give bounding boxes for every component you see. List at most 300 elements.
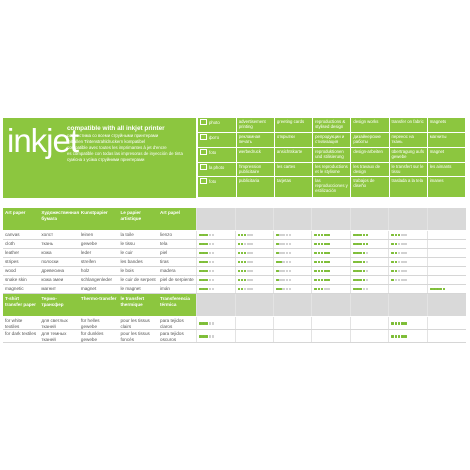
- rating-cell: [350, 285, 388, 294]
- rating-dot: [286, 252, 289, 255]
- usage-label: las reproducciones y estilización: [315, 178, 348, 194]
- section-header-cell: T-shirt transfer paper: [3, 294, 39, 317]
- rating-cell: [273, 249, 311, 258]
- usage-header-cell: [351, 132, 389, 147]
- rating-cell: [427, 231, 466, 240]
- rating-dot: [282, 243, 285, 246]
- usage-label: foto: [209, 179, 217, 185]
- rating-dots: [238, 268, 254, 273]
- rating-cell: [197, 317, 235, 330]
- rating-cell: [273, 285, 311, 294]
- section-header-cell: Художественная бумага: [39, 208, 79, 231]
- material-cell: piel de serpiente: [158, 276, 196, 285]
- rating-dot: [359, 279, 362, 282]
- rating-dot: [289, 288, 292, 291]
- usage-header-cell: [198, 162, 236, 177]
- rating-cell: [389, 317, 427, 330]
- rating-cell: [350, 249, 388, 258]
- rating-dot: [205, 234, 208, 237]
- rating-cell: [350, 240, 388, 249]
- material-cell: le cuir de serpent: [118, 276, 158, 285]
- material-cell: les bandes: [118, 258, 158, 267]
- rating-dot: [289, 270, 292, 273]
- rating-dot: [404, 243, 407, 246]
- rating-cell: [197, 267, 235, 276]
- rating-dot: [318, 243, 321, 246]
- material-cell: leder: [79, 249, 119, 258]
- rating-dot: [391, 243, 394, 246]
- rating-dot: [209, 234, 212, 237]
- section-header-blank: [312, 208, 350, 231]
- rating-dots: [276, 250, 292, 255]
- material-cell: le magnet: [118, 285, 158, 294]
- rating-dot: [286, 234, 289, 237]
- usage-label: design works: [353, 119, 379, 124]
- usage-header-cell: [389, 118, 427, 132]
- material-cell: tela: [158, 240, 196, 249]
- rating-dot: [238, 234, 241, 237]
- rating-dot: [395, 270, 398, 273]
- rating-cell: [273, 240, 311, 249]
- rating-cell: [197, 240, 235, 249]
- rating-cell: [389, 258, 427, 267]
- rating-dot: [314, 261, 317, 264]
- rating-dots: [314, 250, 330, 255]
- rating-dots: [199, 241, 215, 246]
- rating-dot: [209, 261, 212, 264]
- section-header-cell: le transfert thermique: [118, 294, 158, 317]
- compatibility-line: compatible avec toutes les imprimantes à jet d'encre: [67, 145, 167, 150]
- material-cell: древесина: [39, 267, 79, 276]
- rating-cell: [197, 258, 235, 267]
- inkjet-logo: inkjet: [7, 122, 79, 159]
- rating-dot: [391, 270, 394, 273]
- rating-dot: [366, 252, 369, 255]
- rating-dot: [318, 270, 321, 273]
- usage-header-cell: [389, 177, 427, 198]
- table-row: [3, 276, 466, 285]
- usage-label: дизайнерские работы: [353, 133, 381, 144]
- usage-label: advertisement printing: [238, 119, 266, 129]
- material-cell: для темных тканей: [39, 330, 79, 343]
- rating-cell: [235, 285, 273, 294]
- rating-dot: [212, 335, 215, 338]
- section-header-blank: [350, 208, 388, 231]
- rating-cell: [427, 258, 466, 267]
- rating-dot: [209, 243, 212, 246]
- rating-dot: [250, 243, 253, 246]
- rating-dot: [289, 261, 292, 264]
- material-cell: le tissu: [118, 240, 158, 249]
- rating-dot: [241, 243, 244, 246]
- usage-header-cell: [198, 147, 236, 162]
- rating-dot: [286, 261, 289, 264]
- usage-label: magnets: [429, 119, 447, 124]
- rating-dots: [238, 286, 254, 291]
- rating-cell: [312, 240, 350, 249]
- rating-dot: [395, 335, 398, 338]
- rating-cell: [235, 240, 273, 249]
- rating-cell: [197, 330, 235, 343]
- rating-cell: [427, 267, 466, 276]
- rating-cell: [312, 330, 350, 343]
- rating-cell: [389, 267, 427, 276]
- rating-dot: [241, 270, 244, 273]
- rating-dots: [391, 321, 407, 326]
- photo-icon: [200, 134, 207, 140]
- rating-dot: [395, 252, 398, 255]
- rating-dot: [238, 243, 241, 246]
- rating-dot: [359, 261, 362, 264]
- rating-dot: [391, 279, 394, 282]
- rating-dot: [238, 270, 241, 273]
- usage-header-cell: [198, 177, 236, 198]
- rating-dots: [238, 277, 254, 282]
- rating-dot: [209, 322, 212, 325]
- section-header-cell: Le papier artistique: [118, 208, 158, 231]
- material-cell: lienzo: [158, 231, 196, 240]
- rating-dot: [366, 270, 369, 273]
- rating-dot: [205, 243, 208, 246]
- material-cell: imán: [158, 285, 196, 294]
- usage-label: ansichtskarte: [276, 148, 303, 154]
- rating-cell: [427, 285, 466, 294]
- photo-icon: [200, 164, 207, 170]
- usage-label: foto: [209, 149, 217, 155]
- rating-dots: [353, 250, 369, 255]
- usage-header-cell: [313, 147, 351, 162]
- section-header-blank: [350, 294, 388, 317]
- rating-cell: [389, 276, 427, 285]
- usage-header-cell: [236, 118, 274, 132]
- rating-dot: [212, 243, 215, 246]
- rating-dot: [212, 270, 215, 273]
- rating-dot: [282, 261, 285, 264]
- rating-cell: [427, 276, 466, 285]
- rating-dot: [391, 335, 394, 338]
- compatibility-line: сумісна з усіма струйними принтерами: [67, 157, 145, 162]
- usage-label: les reproductions et le stylisme: [315, 163, 348, 174]
- rating-dots: [314, 277, 330, 282]
- rating-dot: [314, 279, 317, 282]
- rating-dot: [205, 322, 208, 325]
- usage-header-cell: [274, 132, 312, 147]
- rating-dots: [353, 241, 369, 246]
- rating-dot: [327, 261, 330, 264]
- rating-dot: [289, 279, 292, 282]
- rating-cell: [350, 258, 388, 267]
- rating-dots: [199, 321, 215, 326]
- rating-dot: [327, 234, 330, 237]
- section-header-cell: Art papel: [158, 208, 196, 231]
- material-cell: le cuir: [118, 249, 158, 258]
- rating-dot: [250, 279, 253, 282]
- rating-dot: [318, 279, 321, 282]
- rating-dot: [282, 279, 285, 282]
- usage-label: imanes: [429, 178, 444, 184]
- rating-dot: [289, 243, 292, 246]
- rating-dot: [282, 270, 285, 273]
- rating-dot: [404, 252, 407, 255]
- compatibility-text: [67, 124, 195, 163]
- rating-dots: [199, 334, 215, 339]
- usage-header-cell: [236, 177, 274, 198]
- rating-cell: [312, 267, 350, 276]
- material-cell: полоски: [39, 258, 79, 267]
- usage-header-cell: [351, 177, 389, 198]
- section-header-blank: [389, 294, 427, 317]
- rating-dot: [391, 261, 394, 264]
- rating-dots: [238, 232, 254, 237]
- rating-dots: [353, 286, 369, 291]
- rating-cell: [273, 267, 311, 276]
- material-cell: magnetic: [3, 285, 39, 294]
- rating-dots: [199, 259, 215, 264]
- rating-dot: [318, 261, 321, 264]
- rating-cell: [312, 249, 350, 258]
- usage-label: les cartes: [276, 163, 296, 169]
- rating-dot: [250, 270, 253, 273]
- rating-cell: [389, 240, 427, 249]
- rating-dot: [366, 261, 369, 264]
- rating-dot: [250, 234, 253, 237]
- inkjet-banner: [3, 118, 196, 198]
- usage-header-cell: [274, 177, 312, 198]
- section-header-cell: Art paper: [3, 208, 39, 231]
- rating-dot: [404, 322, 407, 325]
- rating-dot: [314, 243, 317, 246]
- rating-dot: [238, 288, 241, 291]
- rating-dot: [395, 234, 398, 237]
- rating-dots: [314, 268, 330, 273]
- usage-label: репродукции и стилизация: [315, 133, 345, 144]
- rating-dots: [276, 268, 292, 273]
- rating-dot: [404, 335, 407, 338]
- usage-header-cell: [236, 147, 274, 162]
- rating-cell: [427, 240, 466, 249]
- rating-dot: [282, 288, 285, 291]
- rating-dot: [205, 288, 208, 291]
- rating-dot: [250, 261, 253, 264]
- rating-dot: [366, 234, 369, 237]
- usage-header-cell: [427, 162, 465, 177]
- material-cell: tiras: [158, 258, 196, 267]
- rating-dots: [391, 259, 407, 264]
- rating-dot: [404, 234, 407, 237]
- rating-dot: [241, 261, 244, 264]
- rating-dot: [205, 252, 208, 255]
- rating-cell: [312, 276, 350, 285]
- section-header-blank: [312, 294, 350, 317]
- usage-header-cell: [427, 177, 465, 198]
- rating-cell: [273, 330, 311, 343]
- rating-dot: [205, 261, 208, 264]
- rating-dot: [209, 270, 212, 273]
- usage-header-cell: [389, 162, 427, 177]
- usage-header-cell: [198, 118, 236, 132]
- rating-cell: [389, 330, 427, 343]
- section-header-blank: [273, 294, 311, 317]
- rating-dots: [353, 268, 369, 273]
- material-cell: кожа змеи: [39, 276, 79, 285]
- rating-cell: [197, 231, 235, 240]
- rating-cell: [350, 267, 388, 276]
- section-header-cell: Transferencia térmica: [158, 294, 196, 317]
- rating-dots: [391, 277, 407, 282]
- rating-cell: [350, 330, 388, 343]
- material-cell: madera: [158, 267, 196, 276]
- rating-dot: [286, 270, 289, 273]
- usage-label: рекламная печать: [238, 133, 261, 144]
- rating-dot: [286, 279, 289, 282]
- usage-header-cell: [427, 147, 465, 162]
- rating-dot: [209, 335, 212, 338]
- rating-dot: [212, 261, 215, 264]
- rating-dot: [391, 252, 394, 255]
- material-cell: schlangenleder: [79, 276, 119, 285]
- section-header-cell: Thermo-transfer: [79, 294, 119, 317]
- rating-dot: [359, 270, 362, 273]
- usage-label: magnet: [429, 148, 445, 154]
- rating-cell: [389, 231, 427, 240]
- rating-cell: [197, 285, 235, 294]
- material-cell: gewebe: [79, 240, 119, 249]
- rating-dot: [241, 252, 244, 255]
- rating-dot: [363, 261, 366, 264]
- rating-dot: [205, 270, 208, 273]
- rating-cell: [197, 249, 235, 258]
- rating-dot: [289, 234, 292, 237]
- rating-dots: [199, 277, 215, 282]
- rating-dot: [395, 322, 398, 325]
- usage-label: publicitaria: [238, 178, 260, 184]
- material-cell: кожа: [39, 249, 79, 258]
- usage-header-cell: [236, 162, 274, 177]
- rating-dot: [212, 288, 215, 291]
- rating-dot: [327, 252, 330, 255]
- rating-dot: [212, 279, 215, 282]
- rating-dots: [276, 259, 292, 264]
- rating-dots: [276, 286, 292, 291]
- rating-dots: [353, 277, 369, 282]
- usage-label: l'impression publicitaire: [238, 163, 262, 174]
- rating-dot: [209, 252, 212, 255]
- section-header-row: [3, 208, 466, 231]
- usage-column-headers: [198, 118, 466, 198]
- rating-cell: [197, 276, 235, 285]
- rating-dots: [391, 334, 407, 339]
- table-row: [3, 317, 466, 330]
- usage-header-cell: [313, 177, 351, 198]
- material-cell: le bois: [118, 267, 158, 276]
- rating-cell: [235, 258, 273, 267]
- rating-cell: [312, 317, 350, 330]
- usage-label: photo: [209, 120, 220, 125]
- usage-label: магниты: [429, 133, 447, 139]
- photo-icon: [200, 149, 207, 155]
- rating-dots: [314, 286, 330, 291]
- material-cell: leinen: [79, 231, 119, 240]
- rating-cell: [235, 330, 273, 343]
- rating-dots: [199, 268, 215, 273]
- rating-cell: [427, 330, 466, 343]
- rating-cell: [273, 258, 311, 267]
- usage-label: reproduktionen und stilisierung: [315, 148, 344, 159]
- rating-dot: [241, 279, 244, 282]
- paper-compatibility-table: [3, 208, 466, 343]
- rating-cell: [350, 276, 388, 285]
- usage-header-cell: [274, 147, 312, 162]
- usage-label: greeting cards: [276, 119, 305, 124]
- usage-label: werbedruck: [238, 148, 261, 154]
- material-cell: piel: [158, 249, 196, 258]
- rating-dot: [205, 279, 208, 282]
- rating-cell: [273, 317, 311, 330]
- rating-dot: [238, 279, 241, 282]
- usage-label: открытки: [276, 133, 295, 139]
- usage-label: les travaux de design: [353, 163, 381, 174]
- rating-dot: [212, 252, 215, 255]
- table-row: [3, 330, 466, 343]
- usage-label: tarjetas: [276, 178, 291, 184]
- rating-cell: [273, 276, 311, 285]
- table-row: [3, 240, 466, 249]
- material-cell: магнит: [39, 285, 79, 294]
- rating-dot: [404, 261, 407, 264]
- material-cell: for dark textiles: [3, 330, 39, 343]
- rating-dots: [391, 250, 407, 255]
- material-cell: wood: [3, 267, 39, 276]
- rating-dot: [363, 243, 366, 246]
- rating-dots: [314, 259, 330, 264]
- section-header-blank: [427, 294, 466, 317]
- rating-dot: [327, 270, 330, 273]
- material-cell: para tejidos oscuros: [158, 330, 196, 343]
- usage-header-cell: [351, 162, 389, 177]
- usage-label: les aimants: [429, 163, 452, 169]
- material-cell: para tejidos claros: [158, 317, 196, 330]
- rating-dot: [363, 279, 366, 282]
- compatibility-line: es compatible con todas las impresoras de inyección de tinta: [67, 151, 183, 156]
- rating-cell: [389, 249, 427, 258]
- material-cell: für dunkles gewebe: [79, 330, 119, 343]
- rating-dot: [238, 261, 241, 264]
- rating-dot: [404, 279, 407, 282]
- usage-header-cell: [427, 132, 465, 147]
- usage-label: trabajos de diseño: [353, 178, 375, 189]
- rating-dot: [318, 234, 321, 237]
- rating-dot: [209, 279, 212, 282]
- section-header-blank: [427, 208, 466, 231]
- section-header-blank: [235, 294, 273, 317]
- table-row: [3, 285, 466, 294]
- rating-dot: [366, 288, 369, 291]
- material-cell: для светлых тканей: [39, 317, 79, 330]
- usage-header-row: [198, 147, 466, 162]
- usage-label: design-arbeiten: [353, 148, 383, 154]
- usage-header-cell: [351, 147, 389, 162]
- rating-dot: [205, 335, 208, 338]
- compatibility-line: совместима со всеми струйными принтерами: [67, 133, 159, 138]
- rating-dot: [443, 288, 446, 291]
- rating-dot: [363, 270, 366, 273]
- rating-dot: [363, 234, 366, 237]
- material-cell: holz: [79, 267, 119, 276]
- photo-icon: [200, 178, 207, 184]
- rating-dots: [276, 241, 292, 246]
- rating-dot: [318, 288, 321, 291]
- rating-dot: [241, 234, 244, 237]
